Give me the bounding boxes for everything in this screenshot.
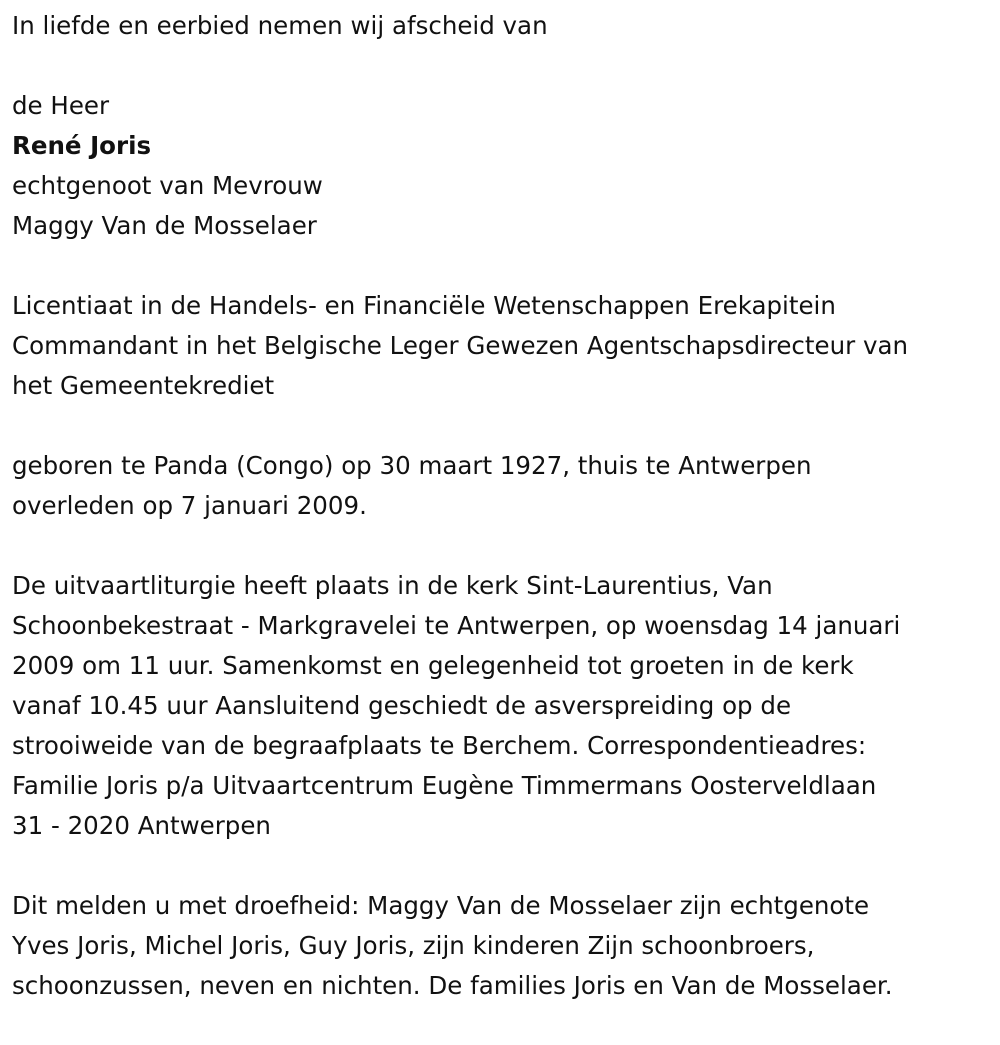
spacer [12, 246, 988, 286]
obituary-announcement [12, 6, 988, 1006]
ceremony-line: Familie Joris p/a Uitvaartcentrum Eugène Timmermans Oosterveldlaan [12, 771, 877, 800]
ceremony-line: De uitvaartliturgie heeft plaats in de kerk Sint-Laurentius, Van [12, 571, 773, 600]
family-line: schoonzussen, neven en nichten. De families Joris en Van de Mosselaer. [12, 971, 893, 1000]
spouse-name: Maggy Van de Mosselaer [12, 211, 317, 240]
ceremony-line: vanaf 10.45 uur Aansluitend geschiedt de asverspreiding op de [12, 691, 792, 720]
ceremony-line: 31 - 2020 Antwerpen [12, 811, 271, 840]
honorific: de Heer [12, 91, 110, 120]
career-line: Commandant in het Belgische Leger Gewezen Agentschapsdirecteur van [12, 331, 908, 360]
spacer [12, 846, 988, 886]
spacer [12, 526, 988, 566]
life-line: geboren te Panda (Congo) op 30 maart 1927, thuis te Antwerpen [12, 451, 812, 480]
family-line: Dit melden u met droefheid: Maggy Van de Mosselaer zijn echtgenote [12, 891, 870, 920]
intro-text: In liefde en eerbied nemen wij afscheid van [12, 11, 548, 40]
family-line: Yves Joris, Michel Joris, Guy Joris, zijn kinderen Zijn schoonbroers, [12, 931, 815, 960]
life-dates-paragraph [12, 446, 988, 526]
ceremony-paragraph [12, 566, 988, 846]
spacer [12, 46, 988, 86]
spouse-label: echtgenoot van Mevrouw [12, 171, 323, 200]
ceremony-line: strooiweide van de begraafplaats te Berchem. Correspondentieadres: [12, 731, 867, 760]
deceased-name: René Joris [12, 131, 152, 160]
ceremony-line: 2009 om 11 uur. Samenkomst en gelegenheid tot groeten in de kerk [12, 651, 854, 680]
family-paragraph [12, 886, 988, 1006]
career-line: het Gemeentekrediet [12, 371, 275, 400]
spacer [12, 406, 988, 446]
career-paragraph [12, 286, 988, 406]
life-line: overleden op 7 januari 2009. [12, 491, 367, 520]
ceremony-line: Schoonbekestraat - Markgravelei te Antwerpen, op woensdag 14 januari [12, 611, 901, 640]
career-line: Licentiaat in de Handels- en Financiële Wetenschappen Erekapitein [12, 291, 836, 320]
